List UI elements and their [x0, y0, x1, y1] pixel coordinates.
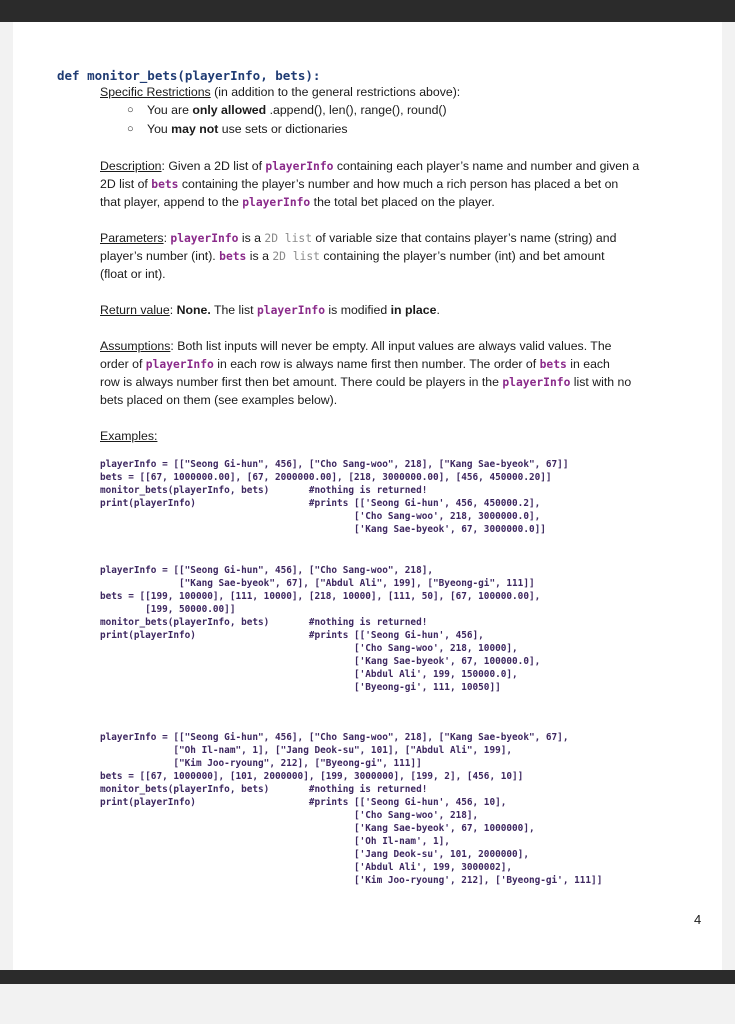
assumptions-line-1: [100, 337, 612, 355]
code-line: playerInfo = [["Seong Gi-hun", 456], ["Cho Sang-woo", 218],: [100, 565, 434, 576]
text: the total bet placed on the player.: [310, 195, 495, 209]
code-line: ['Kang Sae-byeok', 67, 100000.0],: [100, 656, 541, 667]
code-line: ['Kang Sae-byeok', 67, 3000000.0]]: [100, 524, 546, 535]
text: is a: [238, 231, 265, 245]
code-line: ['Oh Il-nam', 1],: [100, 836, 450, 847]
code-line: ['Byeong-gi', 111, 10050]]: [100, 682, 501, 693]
code-line: ['Cho Sang-woo', 218, 10000],: [100, 643, 518, 654]
type-name: 2D list: [264, 232, 313, 245]
code-keyword: bets: [219, 250, 247, 263]
right-margin: [722, 22, 735, 970]
top-dark-bar: [0, 0, 735, 22]
code-line: ['Kim Joo-ryoung', 212], ['Byeong-gi', 111]]: [100, 875, 603, 886]
text: player’s number (int).: [100, 249, 220, 263]
text: row is always number first then bet amount. There could be players in the: [100, 375, 503, 389]
parameters-line-2: [100, 247, 605, 266]
code-keyword: playerInfo: [145, 358, 214, 371]
example-1-block: [100, 445, 568, 536]
text: :: [163, 231, 171, 245]
code-line: print(playerInfo) #prints [['Seong Gi-hun', 456],: [100, 630, 484, 641]
code-line: playerInfo = [["Seong Gi-hun", 456], ["Cho Sang-woo", 218], ["Kang Sae-byeok", 67]]: [100, 459, 569, 470]
code-line: ['Jang Deok-su', 101, 2000000],: [100, 849, 529, 860]
code-keyword: playerInfo: [265, 160, 334, 173]
text: 2D list of: [100, 177, 152, 191]
parameters-label: Parameters: [100, 231, 164, 245]
example-3-block: [100, 718, 602, 887]
code-keyword: playerInfo: [242, 196, 311, 209]
restrictions-heading: [100, 83, 460, 101]
text: of variable size that contains player’s name (string) and: [312, 231, 617, 245]
code-line: ['Abdul Ali', 199, 3000002],: [100, 862, 513, 873]
code-line: print(playerInfo) #prints [['Seong Gi-hun', 456, 450000.2],: [100, 498, 541, 509]
code-keyword: playerInfo: [170, 232, 239, 245]
text: .: [436, 303, 440, 317]
code-line: ["Kim Joo-ryoung", 212], ["Byeong-gi", 111]]: [100, 758, 422, 769]
text: is a: [246, 249, 273, 263]
parameters-line-1: [100, 229, 616, 248]
code-line: monitor_bets(playerInfo, bets) #nothing is returned!: [100, 485, 428, 496]
code-line: print(playerInfo) #prints [['Seong Gi-hun', 456, 10],: [100, 797, 507, 808]
text: : Both list inputs will never be empty. All input values are always valid values. The: [170, 339, 612, 353]
code-line: [199, 50000.00]]: [100, 604, 236, 615]
assumptions-line-4: bets placed on them (see examples below).: [100, 393, 338, 407]
bottom-area: [0, 984, 735, 1024]
bullet-icon: ○: [127, 104, 134, 116]
code-line: bets = [[67, 1000000], [101, 2000000], [199, 3000000], [199, 2], [456, 10]]: [100, 771, 524, 782]
restriction-1-pre: You are: [147, 103, 193, 117]
code-line: monitor_bets(playerInfo, bets) #nothing is returned!: [100, 617, 428, 628]
code-line: ['Abdul Ali', 199, 150000.0],: [100, 669, 518, 680]
page-number: 4: [694, 912, 702, 927]
example-2-block: [100, 551, 540, 694]
assumptions-line-2: [100, 355, 610, 374]
return-value-line: [100, 301, 440, 320]
restriction-2-pre: You: [147, 122, 172, 136]
in-place-bold: in place: [390, 303, 437, 317]
description-line-2: [100, 175, 618, 194]
code-keyword: bets: [151, 178, 179, 191]
code-keyword: playerInfo: [257, 304, 326, 317]
description-label: Description: [100, 159, 162, 173]
assumptions-label: Assumptions: [100, 339, 171, 353]
code-keyword: playerInfo: [502, 376, 571, 389]
code-line: monitor_bets(playerInfo, bets) #nothing is returned!: [100, 784, 428, 795]
text: containing each player’s name and number and given a: [333, 159, 640, 173]
text: in each: [566, 357, 610, 371]
code-line: bets = [[67, 1000000.00], [67, 2000000.00], [218, 3000000.00], [456, 450000.20]]: [100, 472, 552, 483]
restriction-2-bold: may not: [171, 122, 219, 136]
left-margin: [0, 22, 13, 970]
restriction-2-post: use sets or dictionaries: [218, 122, 348, 136]
text: that player, append to the: [100, 195, 243, 209]
bullet-icon: ○: [127, 123, 134, 135]
examples-label: Examples:: [100, 429, 158, 443]
text: list with no: [570, 375, 632, 389]
restriction-item-1: [147, 101, 447, 119]
code-keyword: bets: [539, 358, 567, 371]
restrictions-label: Specific Restrictions: [100, 85, 211, 99]
assumptions-line-3: [100, 373, 631, 392]
text: The list: [210, 303, 257, 317]
parameters-line-3: (float or int).: [100, 267, 166, 281]
description-line-1: [100, 157, 639, 176]
code-line: ["Oh Il-nam", 1], ["Jang Deok-su", 101], ["Abdul Ali", 199],: [100, 745, 513, 756]
text: : Given a 2D list of: [161, 159, 266, 173]
return-none: None.: [176, 303, 211, 317]
text: containing the player’s number (int) and bet amount: [319, 249, 605, 263]
function-signature: def monitor_bets(playerInfo, bets):: [57, 68, 321, 83]
text: containing the player’s number and how much a rich person has placed a bet on: [178, 177, 619, 191]
text: order of: [100, 357, 146, 371]
restriction-1-post: .append(), len(), range(), round(): [266, 103, 447, 117]
code-line: playerInfo = [["Seong Gi-hun", 456], ["Cho Sang-woo", 218], ["Kang Sae-byeok", 67],: [100, 732, 569, 743]
text: is modified: [325, 303, 391, 317]
code-line: ['Kang Sae-byeok', 67, 1000000],: [100, 823, 535, 834]
text: in each row is always name first then number. The order of: [213, 357, 540, 371]
bottom-dark-bar: [0, 970, 735, 984]
type-name: 2D list: [272, 250, 320, 263]
restrictions-suffix: (in addition to the general restrictions above):: [210, 85, 461, 99]
code-line: ["Kang Sae-byeok", 67], ["Abdul Ali", 199], ["Byeong-gi", 111]]: [100, 578, 535, 589]
code-line: ['Cho Sang-woo', 218],: [100, 810, 479, 821]
description-line-3: [100, 193, 495, 212]
return-value-label: Return value: [100, 303, 170, 317]
restriction-item-2: [147, 120, 348, 138]
code-line: bets = [[199, 100000], [111, 10000], [218, 10000], [111, 50], [67, 100000.00],: [100, 591, 541, 602]
code-line: ['Cho Sang-woo', 218, 3000000.0],: [100, 511, 541, 522]
text: :: [169, 303, 177, 317]
restriction-1-bold: only allowed: [192, 103, 267, 117]
